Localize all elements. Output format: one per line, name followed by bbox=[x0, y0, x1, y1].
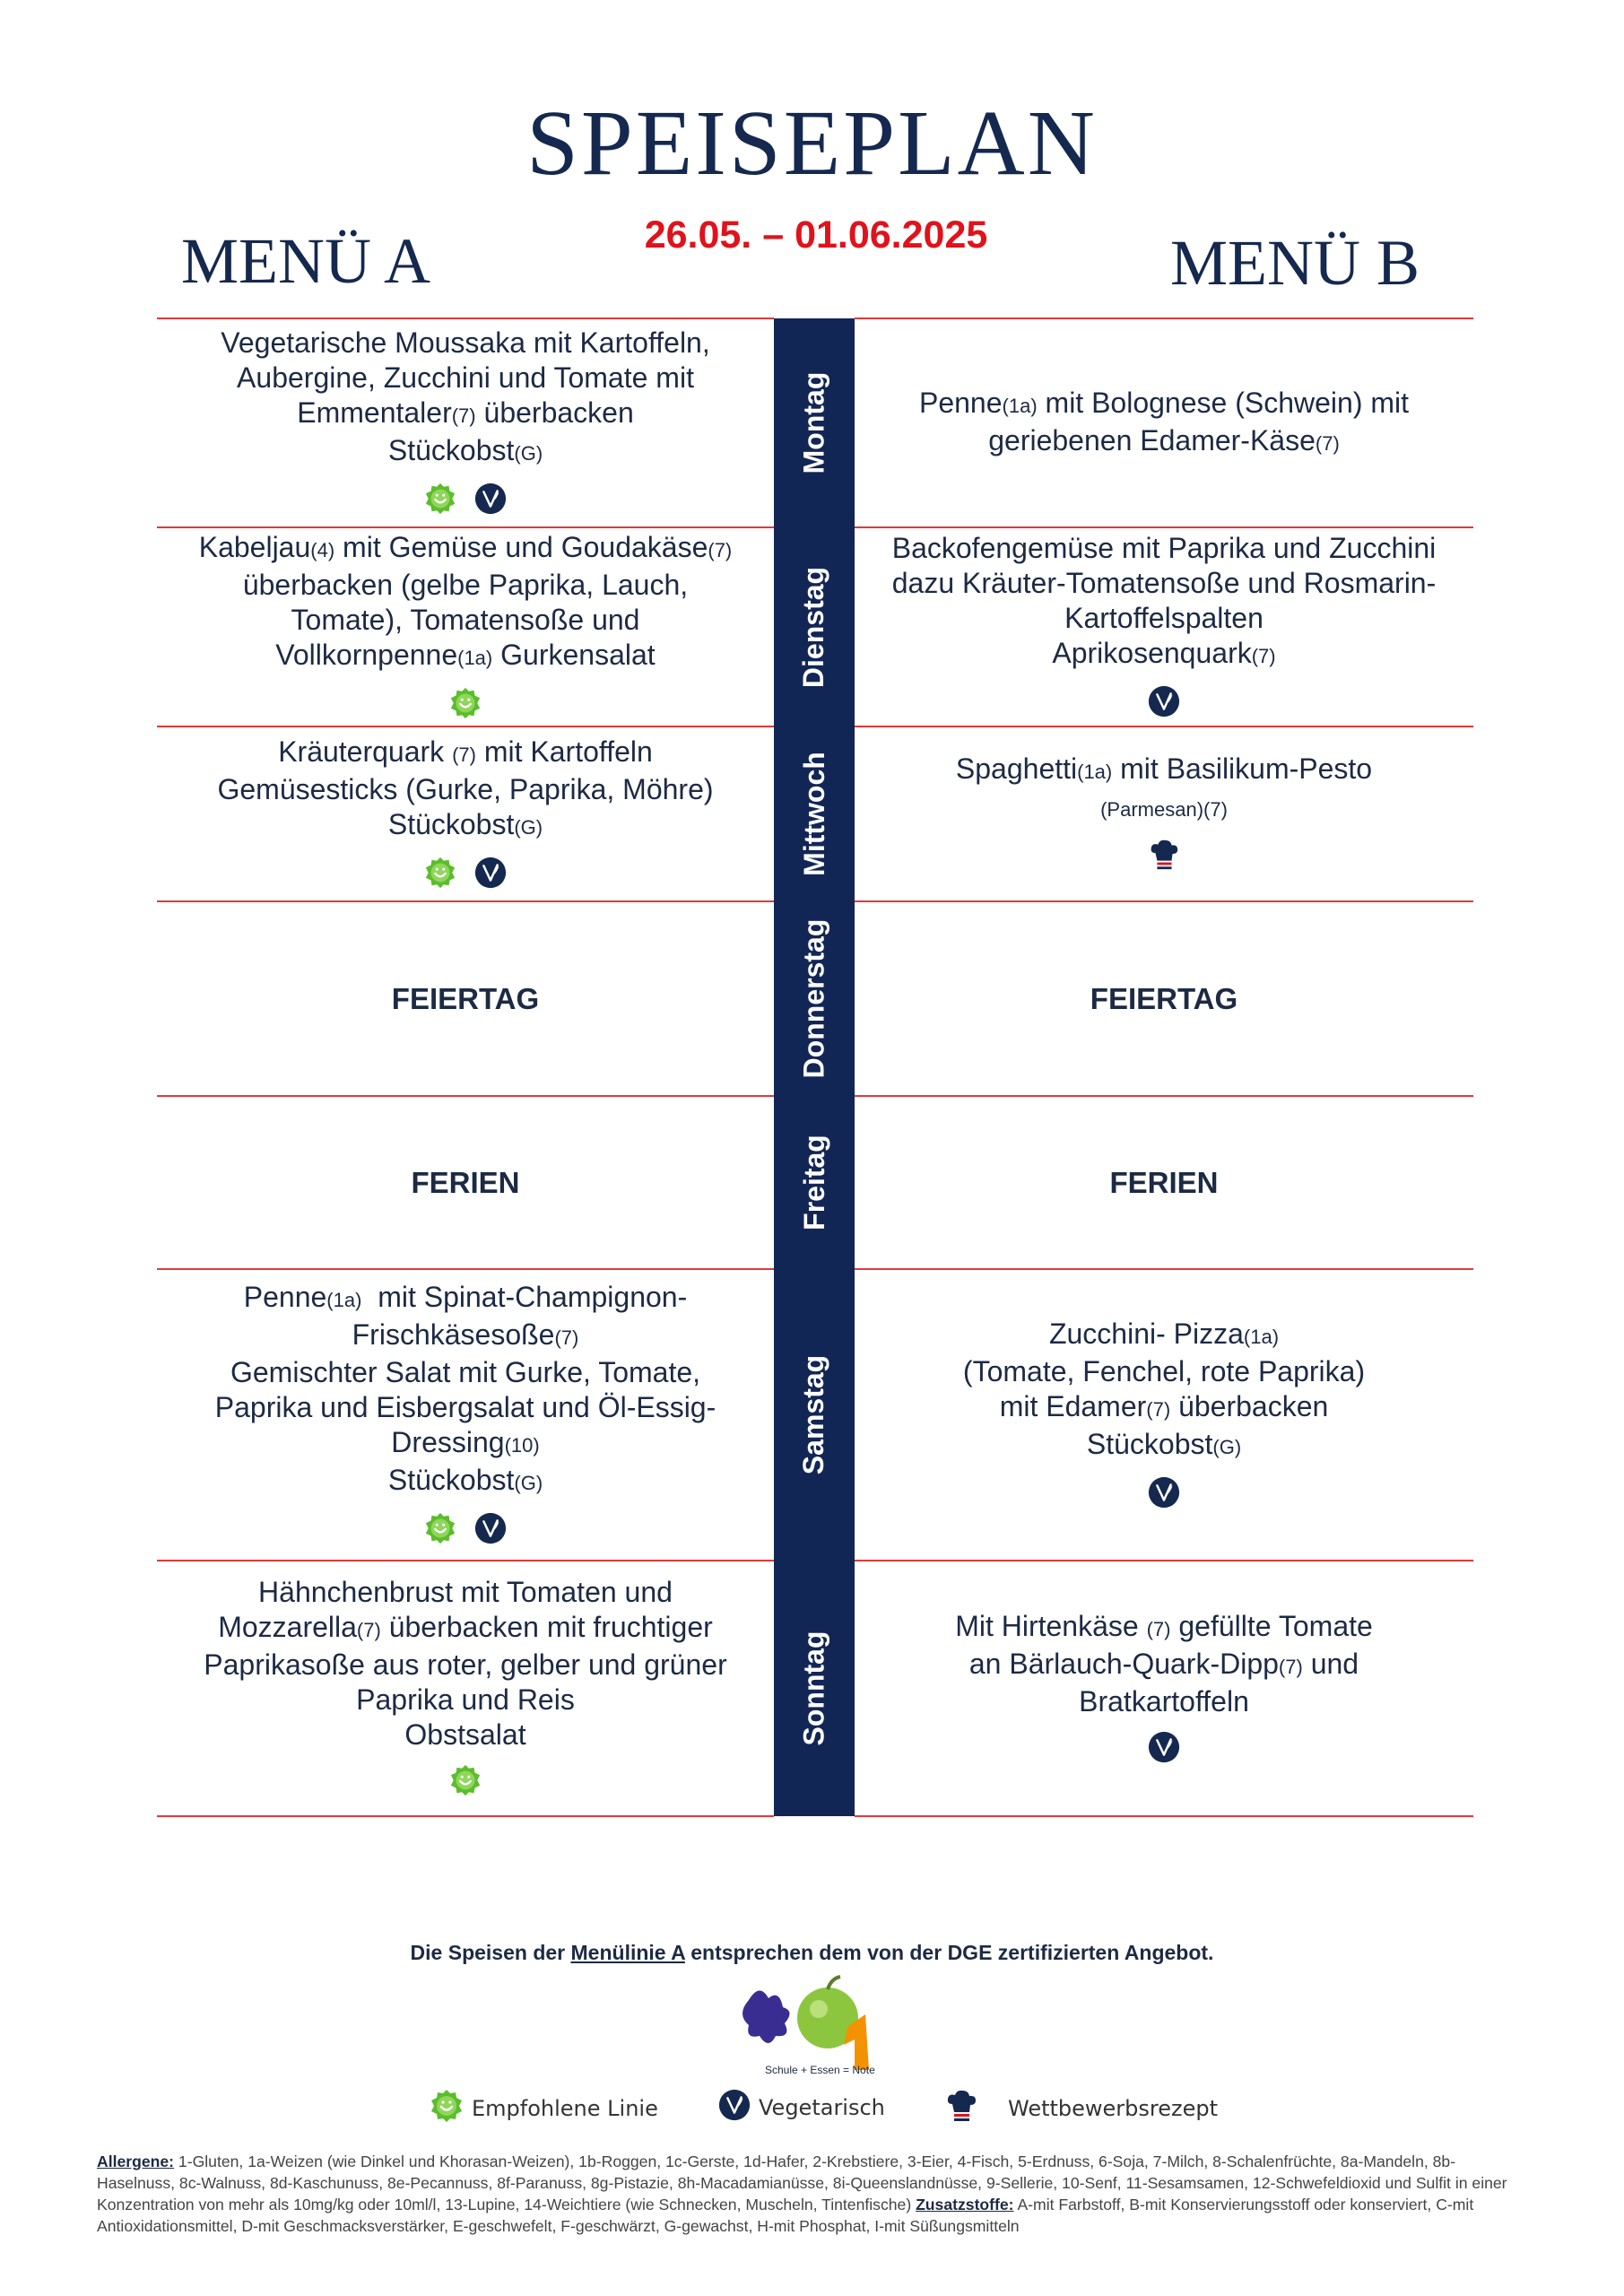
row-divider bbox=[855, 1268, 1473, 1270]
dish-description bbox=[955, 1609, 1373, 1719]
dish-text: Stückobst bbox=[387, 1464, 515, 1496]
allergen-code: (1a) bbox=[1077, 761, 1113, 783]
dish-text: überbacken (gelbe Paprika, Lauch, bbox=[242, 568, 689, 601]
dish-text: mit Gemüse und Goudakäse bbox=[334, 530, 708, 563]
dish-line bbox=[199, 530, 733, 568]
allergen-code: (7) bbox=[1278, 1655, 1303, 1678]
empfohlen-icon bbox=[429, 2088, 465, 2129]
empfohlen-icon bbox=[423, 482, 457, 520]
menu-b-cell bbox=[855, 527, 1473, 726]
dish-line bbox=[204, 1610, 726, 1648]
dish-text: mit Kartoffeln bbox=[475, 735, 653, 768]
dish-description bbox=[221, 326, 709, 471]
day-label-sonntag: Sonntag bbox=[797, 1631, 830, 1746]
dish-text: Bratkartoffeln bbox=[1079, 1684, 1249, 1718]
dish-line bbox=[215, 1463, 716, 1500]
menu-b-cell bbox=[855, 318, 1473, 527]
row-divider bbox=[157, 317, 774, 319]
dish-text: Vegetarische Moussaka mit Kartoffeln, bbox=[221, 326, 710, 359]
row-divider bbox=[855, 900, 1473, 902]
dish-line bbox=[199, 568, 733, 603]
wettbewerbsrezept-icon bbox=[943, 2088, 979, 2129]
vegetarisch-icon bbox=[473, 1511, 508, 1550]
dish-line bbox=[217, 735, 713, 772]
dish-text: Mozzarella bbox=[218, 1611, 357, 1643]
dish-line bbox=[963, 1389, 1365, 1427]
dish-text: Gemüsesticks (Gurke, Paprika, Möhre) bbox=[217, 772, 714, 805]
dish-text: Gurkensalat bbox=[492, 638, 656, 671]
dish-text: geriebenen Edamer-Käse bbox=[988, 423, 1316, 457]
day-row bbox=[774, 318, 855, 527]
allergen-code: (7) bbox=[708, 538, 733, 561]
dish-text: Backofengemüse mit Paprika und Zucchini bbox=[891, 532, 1437, 564]
dge-note bbox=[0, 1941, 1624, 1965]
dish-text: Vollkornpenne bbox=[275, 638, 458, 671]
allergen-code: (7) bbox=[554, 1326, 579, 1349]
day-label-samstag: Samstag bbox=[797, 1354, 830, 1475]
row-divider bbox=[855, 317, 1473, 319]
allergene-label: Allergene: bbox=[97, 2152, 175, 2170]
dish-text: mit Spinat-Champignon- bbox=[361, 1281, 688, 1313]
vegetarisch-icon bbox=[717, 2088, 751, 2127]
dish-line bbox=[955, 1684, 1373, 1719]
row-divider bbox=[157, 900, 774, 902]
allergen-code: (1a) bbox=[1243, 1325, 1280, 1348]
dish-line bbox=[215, 1390, 716, 1425]
menu-b-cell bbox=[855, 726, 1473, 901]
menu-a-cell bbox=[157, 726, 774, 901]
dish-line bbox=[221, 396, 709, 433]
row-divider bbox=[157, 1095, 774, 1097]
dish-text: Aubergine, Zucchini und Tomate mit bbox=[237, 361, 694, 394]
dish-text: und bbox=[1302, 1647, 1359, 1680]
day-row bbox=[774, 1096, 855, 1269]
legend-wettbewerb-label: Wettbewerbsrezept bbox=[1008, 2096, 1219, 2121]
dish-icons bbox=[423, 1511, 508, 1550]
dish-text: dazu Kräuter-Tomatensoße und Rosmarin- bbox=[891, 567, 1437, 599]
allergen-code: (7) bbox=[451, 404, 476, 427]
allergen-code: (G) bbox=[514, 1472, 543, 1494]
dish-icons bbox=[448, 686, 482, 725]
dish-text: Spaghetti bbox=[955, 752, 1078, 785]
day-label-mittwoch: Mittwoch bbox=[797, 752, 830, 876]
legend-empfohlen bbox=[429, 2088, 658, 2129]
day-row bbox=[774, 1269, 855, 1561]
row-divider bbox=[855, 1560, 1473, 1561]
dish-description bbox=[956, 752, 1372, 827]
allergen-code: (7) bbox=[1251, 645, 1276, 667]
dish-line bbox=[204, 1575, 726, 1610]
dish-text: Kartoffelspalten bbox=[1064, 602, 1264, 634]
vegetarisch-icon bbox=[473, 482, 508, 520]
dish-description bbox=[892, 531, 1437, 674]
menu-b-cell bbox=[855, 901, 1473, 1096]
legend-vegetarisch bbox=[717, 2088, 885, 2127]
dish-line bbox=[919, 386, 1409, 423]
legend-wettbewerb bbox=[943, 2088, 1218, 2129]
allergen-code: (7) bbox=[1315, 431, 1340, 455]
dge-note-suffix: entsprechen dem von der DGE zertifizierten Angebot. bbox=[684, 1941, 1214, 1964]
day-column bbox=[774, 318, 855, 1816]
menu-a-cell bbox=[157, 1561, 774, 1816]
empfohlen-icon bbox=[423, 1511, 457, 1550]
dish-text: überbacken bbox=[1170, 1389, 1329, 1422]
dish-text: überbacken mit fruchtiger bbox=[380, 1611, 713, 1643]
day-status: FERIEN bbox=[1109, 1165, 1219, 1199]
dish-line bbox=[956, 789, 1372, 827]
menu-a-cell bbox=[157, 1096, 774, 1269]
allergen-code: (7) bbox=[1203, 798, 1228, 821]
menu-b-cell bbox=[855, 1096, 1473, 1269]
dish-description bbox=[204, 1575, 726, 1752]
dish-line bbox=[955, 1609, 1373, 1647]
date-range: 26.05. – 01.06.2025 bbox=[644, 213, 988, 257]
row-divider bbox=[855, 1815, 1473, 1817]
dish-text: Dressing bbox=[391, 1426, 505, 1458]
allergene-text: 1-Gluten, 1a-Weizen (wie Dinkel und Khorasan-Weizen), 1b-Roggen, 1c-Gerste, 1d-Hafer, 2-Krebstiere, 3-Eier, 4-Fisch, 5-Erdnuss, 6-Soja, 7-Milch, 8-Schalenfrüchte, 8a-Mandeln, 8b-Haselnuss, 8c-Walnuss, 8d-Kaschunuss, 8e-Pecannuss, 8f-Paranuss, 8g-Pistazie, 8h-Macadamianüsse, 8i-Queenslandnüsse, 9-Sellerie, 10-Senf, 11-Sesamsamen, 12-Schwefeldioxid und Sulfit in einer Konzentration von mehr als 10mg/kg oder 10ml/l, 13-Lupine, 14-Weichtiere (wie Schnecken, Muscheln, Tintenfische) bbox=[97, 2152, 1507, 2213]
allergen-code: (7) bbox=[452, 743, 476, 766]
dish-line bbox=[199, 638, 733, 675]
dish-line bbox=[956, 752, 1372, 789]
dish-line bbox=[892, 566, 1437, 601]
day-label-dienstag: Dienstag bbox=[797, 566, 830, 688]
row-divider bbox=[855, 526, 1473, 528]
dish-text: Paprika und Reis bbox=[356, 1683, 575, 1716]
dish-line bbox=[215, 1280, 716, 1318]
logo-caption: Schule + Essen = Note bbox=[765, 2064, 875, 2076]
day-status: FEIERTAG bbox=[391, 981, 540, 1015]
dish-line bbox=[963, 1317, 1365, 1354]
row-divider bbox=[157, 726, 774, 727]
day-row bbox=[774, 527, 855, 726]
row-divider bbox=[855, 726, 1473, 727]
legend-vegetarisch-label: Vegetarisch bbox=[759, 2095, 885, 2120]
dish-text: Stückobst bbox=[1086, 1427, 1213, 1460]
allergen-code: (Parmesan) bbox=[1100, 798, 1204, 821]
dish-line bbox=[963, 1427, 1365, 1465]
dish-line bbox=[919, 423, 1409, 461]
allergen-code: (G) bbox=[514, 442, 543, 465]
dish-description bbox=[215, 1280, 716, 1500]
dish-text: Paprikasoße aus roter, gelber und grüner bbox=[204, 1648, 727, 1681]
allergen-code: (1a) bbox=[457, 646, 493, 669]
row-divider bbox=[157, 1268, 774, 1270]
dish-text: Stückobst bbox=[387, 807, 515, 840]
schule-essen-logo bbox=[713, 1973, 910, 2081]
dish-text: Penne bbox=[243, 1281, 327, 1313]
row-divider bbox=[157, 1560, 774, 1561]
dish-line bbox=[221, 361, 709, 396]
allergen-code: (7) bbox=[1146, 1617, 1171, 1640]
day-label-freitag: Freitag bbox=[797, 1135, 830, 1231]
dish-icons bbox=[1147, 1475, 1181, 1514]
dish-text: überbacken bbox=[475, 396, 634, 429]
dish-description bbox=[963, 1317, 1365, 1465]
row-divider bbox=[157, 1815, 774, 1817]
allergens-note bbox=[97, 2151, 1532, 2237]
menu-b-heading: MENÜ B bbox=[1170, 227, 1420, 299]
menu-a-cell bbox=[157, 901, 774, 1096]
dish-line bbox=[204, 1718, 726, 1752]
allergen-code: (G) bbox=[514, 815, 543, 839]
empfohlen-icon bbox=[448, 686, 482, 725]
dish-text: Tomate), Tomatensoße und bbox=[291, 603, 640, 636]
empfohlen-icon bbox=[448, 1763, 482, 1802]
day-row bbox=[774, 726, 855, 901]
legend bbox=[0, 2088, 1624, 2133]
dish-line bbox=[221, 326, 709, 361]
dish-line bbox=[892, 601, 1437, 636]
vegetarisch-icon bbox=[1147, 1730, 1181, 1769]
menu-b-cell bbox=[855, 1269, 1473, 1561]
wettbewerbsrezept-icon bbox=[1147, 838, 1181, 876]
menu-a-heading: MENÜ A bbox=[181, 225, 431, 297]
dish-line bbox=[215, 1318, 716, 1355]
day-status: FERIEN bbox=[411, 1165, 520, 1199]
menu-a-cell bbox=[157, 527, 774, 726]
dish-icons bbox=[448, 1763, 482, 1802]
dish-line bbox=[892, 636, 1437, 674]
dge-note-prefix: Die Speisen der bbox=[410, 1941, 571, 1964]
dish-line bbox=[217, 807, 713, 845]
empfohlen-icon bbox=[423, 856, 457, 894]
dish-line bbox=[963, 1354, 1365, 1389]
dish-text: Hähnchenbrust mit Tomaten und bbox=[258, 1576, 673, 1608]
menu-b-cell bbox=[855, 1561, 1473, 1816]
dish-description bbox=[919, 386, 1409, 461]
dish-text: Frischkäsesoße bbox=[352, 1318, 555, 1351]
dish-line bbox=[204, 1683, 726, 1718]
vegetarisch-icon bbox=[1147, 1475, 1181, 1514]
dish-line bbox=[892, 531, 1437, 566]
dish-text: Zucchini- Pizza bbox=[1048, 1317, 1244, 1350]
dish-line bbox=[955, 1647, 1373, 1684]
day-row bbox=[774, 1561, 855, 1816]
dish-text: Paprika und Eisbergsalat und Öl-Essig- bbox=[214, 1391, 716, 1423]
dish-text: Gemischter Salat mit Gurke, Tomate, bbox=[230, 1356, 701, 1388]
allergen-code: (1a) bbox=[326, 1289, 362, 1311]
allergen-code: (4) bbox=[310, 538, 335, 561]
dish-text: Aprikosenquark bbox=[1052, 637, 1252, 669]
dish-icons bbox=[423, 482, 508, 520]
day-label-montag: Montag bbox=[797, 371, 830, 474]
day-label-donnerstag: Donnerstag bbox=[797, 918, 830, 1079]
dish-text: mit Edamer bbox=[999, 1389, 1147, 1422]
day-row bbox=[774, 901, 855, 1096]
dish-text: (Tomate, Fenchel, rote Paprika) bbox=[962, 1354, 1366, 1387]
dish-text: Kabeljau bbox=[198, 530, 311, 563]
dish-description bbox=[217, 735, 713, 845]
dish-text: Mit Hirtenkäse bbox=[955, 1609, 1147, 1642]
day-status: FEIERTAG bbox=[1090, 981, 1238, 1015]
vegetarisch-icon bbox=[473, 856, 508, 894]
dish-text: Obstsalat bbox=[404, 1718, 526, 1751]
dish-line bbox=[217, 772, 713, 807]
vegetarisch-icon bbox=[1147, 684, 1181, 723]
dish-text: mit Bolognese (Schwein) mit bbox=[1037, 386, 1410, 419]
dish-line bbox=[221, 433, 709, 471]
dish-text: Penne bbox=[918, 386, 1003, 419]
dish-icons bbox=[1147, 838, 1181, 876]
dish-line bbox=[215, 1425, 716, 1463]
allergen-code: (1a) bbox=[1002, 394, 1038, 417]
row-divider bbox=[855, 1095, 1473, 1097]
dish-text: an Bärlauch-Quark-Dipp bbox=[968, 1647, 1279, 1680]
dish-text: Kräuterquark bbox=[278, 735, 453, 768]
allergen-code: (7) bbox=[356, 1619, 381, 1641]
dge-note-link[interactable]: Menülinie A bbox=[570, 1941, 685, 1964]
row-divider bbox=[157, 526, 774, 528]
dish-line bbox=[204, 1648, 726, 1683]
dish-text: Stückobst bbox=[387, 434, 515, 466]
allergen-code: (G) bbox=[1212, 1435, 1242, 1458]
allergen-code: (7) bbox=[1146, 1397, 1171, 1421]
legend-empfohlen-label: Empfohlene Linie bbox=[472, 2096, 658, 2121]
dish-description bbox=[199, 530, 733, 675]
dish-icons bbox=[423, 856, 508, 894]
dish-text: mit Basilikum-Pesto bbox=[1112, 752, 1373, 785]
dish-line bbox=[199, 603, 733, 638]
dish-icons bbox=[1147, 1730, 1181, 1769]
allergen-code: (10) bbox=[504, 1434, 540, 1457]
zusatzstoffe-label: Zusatzstoffe: bbox=[916, 2196, 1014, 2213]
dish-line bbox=[215, 1355, 716, 1390]
page-title: SPEISEPLAN bbox=[526, 91, 1098, 195]
menu-a-cell bbox=[157, 318, 774, 527]
zusatzstoffe-text: A-mit Farbstoff, B-mit Konservierungsstoff oder konserviert, C-mit Antioxidationsmittel, D-mit Geschmacksverstärker, E-geschwefelt, F-geschwärzt, G-gewachst, H-mit Phosphat, I-mit Süßungsmitteln bbox=[97, 2196, 1474, 2235]
dish-text: Emmentaler bbox=[297, 396, 452, 429]
menu-a-cell bbox=[157, 1269, 774, 1561]
dish-text: gefüllte Tomate bbox=[1170, 1609, 1373, 1642]
dish-icons bbox=[1147, 684, 1181, 723]
